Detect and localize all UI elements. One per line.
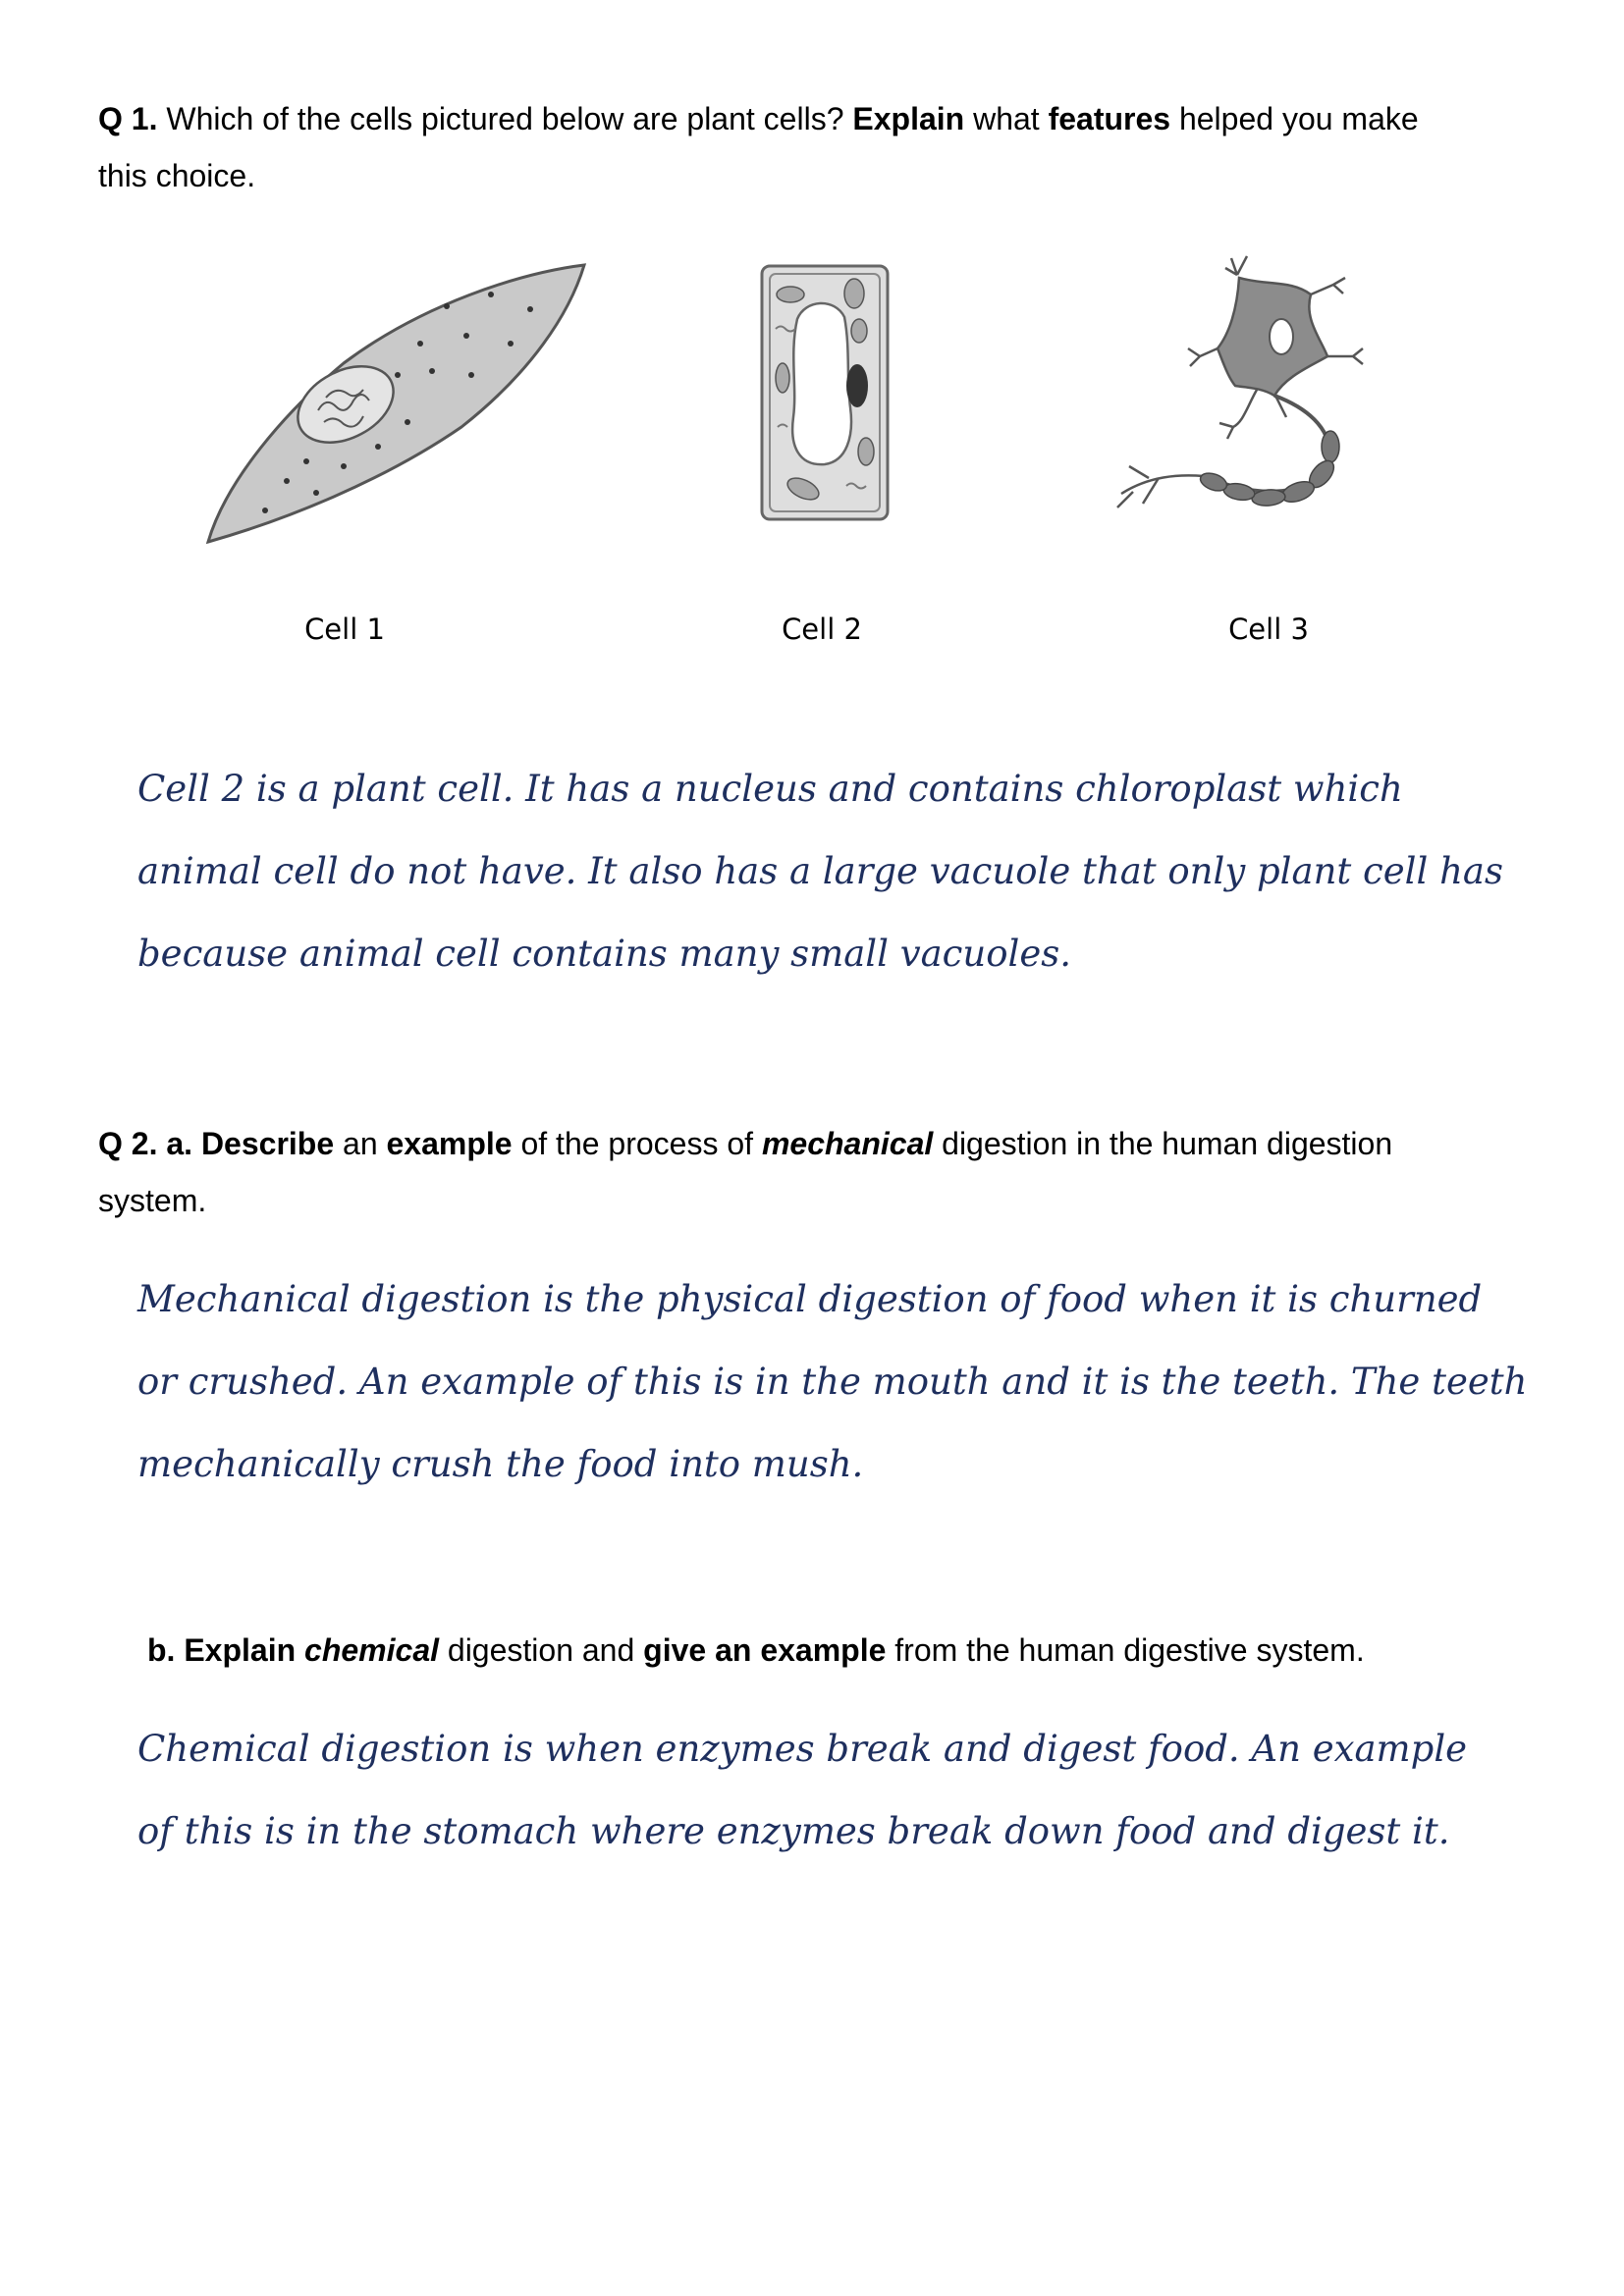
question-2a-number: Q 2. a.	[98, 1126, 193, 1161]
question-2a-line-2: system.	[98, 1183, 207, 1218]
answer-1-line-3: because animal cell contains many small vacuoles.	[137, 933, 1071, 975]
question-2b-number: b.	[147, 1632, 176, 1668]
question-1	[98, 90, 1532, 204]
answer-2b	[137, 1708, 1551, 1873]
answer-1	[137, 748, 1551, 995]
question-2b-line-1: b. Explain chemical digestion and give an example from the human digestive system.	[147, 1632, 1365, 1668]
cell-1-diagram	[196, 255, 599, 560]
question-2a-line-1: Q 2. a. Describe an example of the process of mechanical digestion in the human digestion	[98, 1126, 1393, 1161]
question-1-line-2: this choice.	[98, 158, 256, 193]
answer-2a-line-2: or crushed. An example of this is in the mouth and it is the teeth. The teeth	[137, 1361, 1528, 1403]
question-2a	[98, 1115, 1532, 1229]
answer-2b-line-2: of this is in the stomach where enzymes break down food and digest it.	[137, 1810, 1450, 1852]
cell-1-label: Cell 1	[304, 613, 385, 646]
answer-2b-line-1: Chemical digestion is when enzymes break and digest food. An example	[137, 1728, 1468, 1770]
question-2b	[147, 1622, 1532, 1679]
question-1-number: Q 1.	[98, 101, 158, 136]
question-1-line-1: Q 1. Which of the cells pictured below are plant cells? Explain what features helped you make	[98, 101, 1419, 136]
answer-2a-line-1: Mechanical digestion is the physical digestion of food when it is churned	[137, 1278, 1483, 1320]
answer-2a-line-3: mechanically crush the food into mush.	[137, 1443, 864, 1485]
cell-3-diagram	[1110, 250, 1394, 525]
answer-1-line-1: Cell 2 is a plant cell. It has a nucleus and contains chloroplast which	[137, 768, 1403, 810]
answer-1-line-2: animal cell do not have. It also has a large vacuole that only plant cell has	[137, 850, 1503, 892]
cell-2-label: Cell 2	[782, 613, 862, 646]
cell-2-diagram	[756, 260, 893, 525]
cell-3-label: Cell 3	[1228, 613, 1309, 646]
answer-2a	[137, 1258, 1551, 1506]
